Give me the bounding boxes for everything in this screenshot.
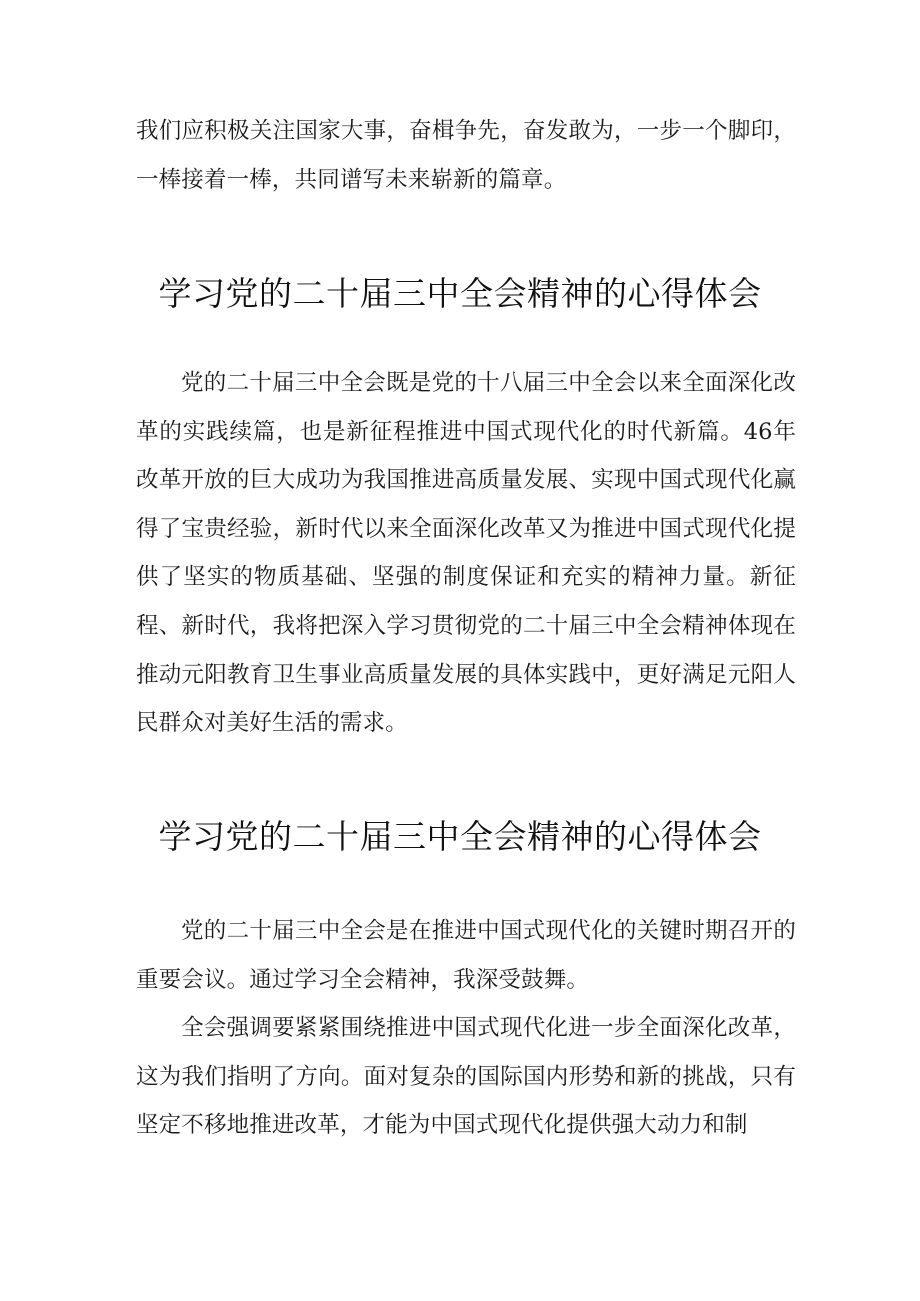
- section-2-title: 学习党的二十届三中全会精神的心得体会: [158, 817, 762, 856]
- intro-paragraph: 我们应积极关注国家大事，奋楫争先，奋发敢为，一步一个脚印，一棒接着一棒，共同谱写未来崭新的篇章。: [136, 118, 796, 193]
- section-1-paragraph-1: 党的二十届三中全会既是党的十八届三中全会以来全面深化改革的实践续篇，也是新征程推进中国式现代化的时代新篇。46年改革开放的巨大成功为我国推进高质量发展、实现中国式现代化赢得了宝贵经验，新时代以来全面深化改革又为推进中国式现代化提供了坚实的物质基础、坚强的制度保证和充实的精神力量。新征程、新时代，我将把深入学习贯彻党的二十届三中全会精神体现在推动元阳教育卫生事业高质量发展的具体实践中，更好满足元阳人民群众对美好生活的需求。: [136, 370, 796, 737]
- section-2-paragraph-2: 全会强调要紧紧围绕推进中国式现代化进一步全面深化改革，这为我们指明了方向。面对复杂的国际国内形势和新的挑战，只有坚定不移地推进改革，才能为中国式现代化提供强大动力和制: [136, 1015, 796, 1139]
- section-1-title: 学习党的二十届三中全会精神的心得体会: [158, 274, 762, 313]
- section-2-paragraph-1: 党的二十届三中全会是在推进中国式现代化的关键时期召开的重要会议。通过学习全会精神，我深受鼓舞。: [136, 918, 796, 993]
